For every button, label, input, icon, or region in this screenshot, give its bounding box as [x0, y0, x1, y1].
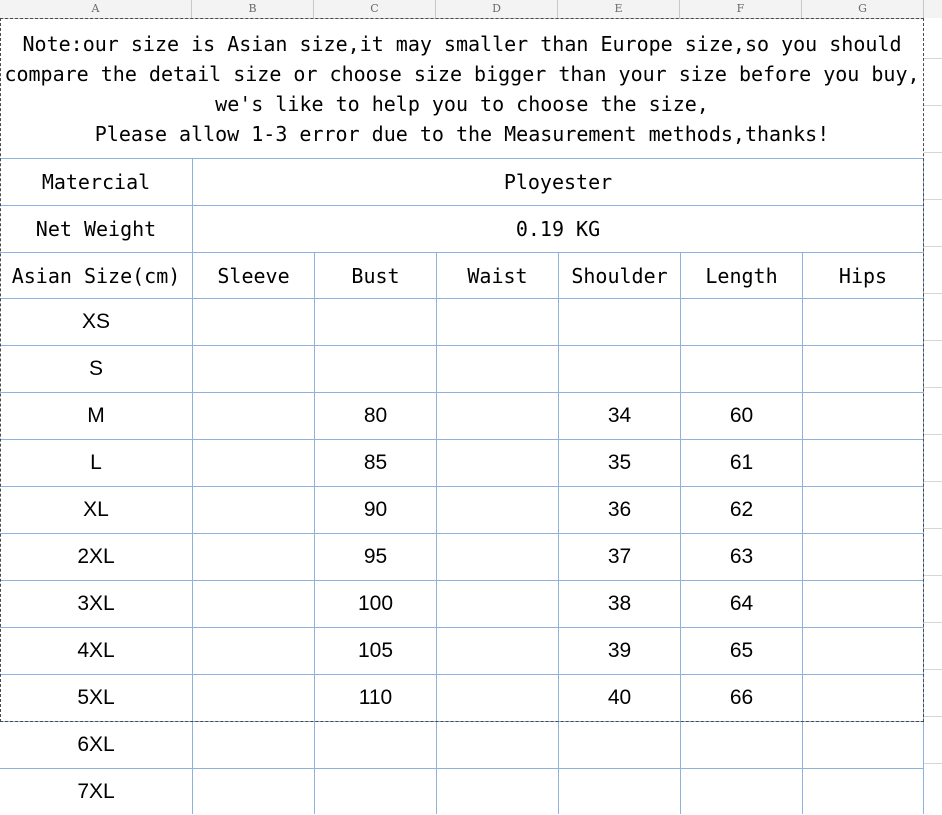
cell-waist[interactable]: [437, 299, 558, 345]
cell-bust[interactable]: [315, 346, 436, 392]
size-note-cell[interactable]: [0, 18, 924, 158]
note-line-4: Please allow 1-3 error due to the Measurement methods,thanks!: [94, 122, 830, 146]
cell-waist[interactable]: [437, 675, 558, 721]
empty-column-h: [924, 18, 942, 814]
cell-length[interactable]: 61: [729, 451, 754, 474]
cell-shoulder[interactable]: [559, 346, 680, 392]
cell-hips[interactable]: [803, 581, 923, 627]
cell-waist[interactable]: [437, 346, 558, 392]
cell-length[interactable]: 63: [729, 545, 754, 568]
column-header-e[interactable]: E: [558, 0, 680, 18]
cell-hips[interactable]: [803, 534, 923, 580]
cell-shoulder[interactable]: [559, 769, 680, 815]
header-shoulder[interactable]: Shoulder: [571, 263, 668, 288]
cell-waist[interactable]: [437, 628, 558, 674]
cell-hips[interactable]: [803, 393, 923, 439]
cell-bust[interactable]: 105: [357, 639, 394, 662]
column-header-f[interactable]: F: [680, 0, 802, 18]
cell-shoulder[interactable]: 34: [607, 404, 632, 427]
cell-waist[interactable]: [437, 722, 558, 768]
cell-size[interactable]: 2XL: [77, 545, 115, 568]
cell-bust[interactable]: 95: [363, 545, 388, 568]
cell-shoulder[interactable]: 40: [607, 686, 632, 709]
note-line-1: Note:our size is Asian size,it may smaller than Europe size,so you should: [22, 32, 902, 56]
cell-bust[interactable]: 90: [363, 498, 388, 521]
cell-bust[interactable]: [315, 722, 436, 768]
cell-sleeve[interactable]: [193, 581, 314, 627]
cell-shoulder[interactable]: 37: [607, 545, 632, 568]
cell-size[interactable]: 3XL: [77, 592, 115, 615]
header-hips[interactable]: Hips: [838, 263, 888, 288]
cell-sleeve[interactable]: [193, 722, 314, 768]
note-line-3: we's like to help you to choose the size,: [215, 92, 709, 116]
material-label-cell[interactable]: Matercial: [41, 170, 151, 194]
cell-sleeve[interactable]: [193, 769, 314, 815]
cell-bust[interactable]: 85: [363, 451, 388, 474]
cell-length[interactable]: 65: [729, 639, 754, 662]
cell-shoulder[interactable]: 38: [607, 592, 632, 615]
cell-size[interactable]: 4XL: [77, 639, 115, 662]
cell-shoulder[interactable]: 39: [607, 639, 632, 662]
cell-sleeve[interactable]: [193, 628, 314, 674]
cell-bust[interactable]: 110: [358, 686, 393, 709]
cell-size[interactable]: L: [90, 451, 102, 474]
header-bust[interactable]: Bust: [351, 263, 400, 288]
cell-hips[interactable]: [803, 628, 923, 674]
cell-sleeve[interactable]: [193, 299, 314, 345]
cell-size[interactable]: 5XL: [77, 686, 115, 709]
cell-length[interactable]: [681, 299, 802, 345]
cell-size[interactable]: 7XL: [77, 780, 115, 803]
cell-hips[interactable]: [803, 299, 923, 345]
cell-waist[interactable]: [437, 769, 558, 815]
cell-waist[interactable]: [437, 487, 558, 533]
cell-hips[interactable]: [803, 675, 923, 721]
cell-size[interactable]: S: [88, 357, 103, 380]
cell-sleeve[interactable]: [193, 675, 314, 721]
cell-shoulder[interactable]: 36: [607, 498, 632, 521]
cell-size[interactable]: XS: [81, 310, 110, 333]
cell-length[interactable]: 64: [729, 592, 754, 615]
header-asian-size[interactable]: Asian Size(cm): [11, 263, 181, 288]
cell-sleeve[interactable]: [193, 393, 314, 439]
cell-length[interactable]: [681, 769, 802, 815]
weight-value-cell[interactable]: 0.19 KG: [515, 217, 601, 241]
cell-waist[interactable]: [437, 581, 558, 627]
cell-size[interactable]: XL: [83, 498, 109, 521]
cell-waist[interactable]: [437, 534, 558, 580]
cell-length[interactable]: 62: [729, 498, 754, 521]
column-header-g[interactable]: G: [802, 0, 924, 18]
cell-hips[interactable]: [803, 487, 923, 533]
header-sleeve[interactable]: Sleeve: [217, 263, 290, 288]
cell-hips[interactable]: [803, 722, 923, 768]
cell-hips[interactable]: [803, 769, 923, 815]
cell-sleeve[interactable]: [193, 487, 314, 533]
cell-sleeve[interactable]: [193, 440, 314, 486]
cell-shoulder[interactable]: 35: [607, 451, 632, 474]
cell-bust[interactable]: 100: [357, 592, 394, 615]
cell-length[interactable]: [681, 722, 802, 768]
cell-waist[interactable]: [437, 393, 558, 439]
column-header-b[interactable]: B: [192, 0, 314, 18]
column-header-a[interactable]: A: [0, 0, 192, 18]
cell-size[interactable]: 6XL: [77, 733, 115, 756]
cell-bust[interactable]: [315, 769, 436, 815]
weight-label-cell[interactable]: Net Weight: [35, 217, 157, 241]
cell-waist[interactable]: [437, 440, 558, 486]
cell-length[interactable]: 66: [729, 686, 754, 709]
header-length[interactable]: Length: [705, 263, 778, 288]
cell-sleeve[interactable]: [193, 534, 314, 580]
cell-length[interactable]: [681, 346, 802, 392]
cell-hips[interactable]: [803, 440, 923, 486]
note-line-2: compare the detail size or choose size bigger than your size before you buy,: [4, 62, 920, 86]
cell-shoulder[interactable]: [559, 299, 680, 345]
cell-length[interactable]: 60: [729, 404, 754, 427]
cell-hips[interactable]: [803, 346, 923, 392]
cell-sleeve[interactable]: [193, 346, 314, 392]
cell-bust[interactable]: [315, 299, 436, 345]
column-header-d[interactable]: D: [436, 0, 558, 18]
column-header-bar: [0, 0, 942, 19]
header-waist[interactable]: Waist: [467, 263, 528, 288]
cell-shoulder[interactable]: [559, 722, 680, 768]
column-header-c[interactable]: C: [314, 0, 436, 18]
material-value-cell[interactable]: Ployester: [503, 170, 613, 194]
cell-size[interactable]: M: [87, 404, 105, 427]
cell-bust[interactable]: 80: [363, 404, 388, 427]
